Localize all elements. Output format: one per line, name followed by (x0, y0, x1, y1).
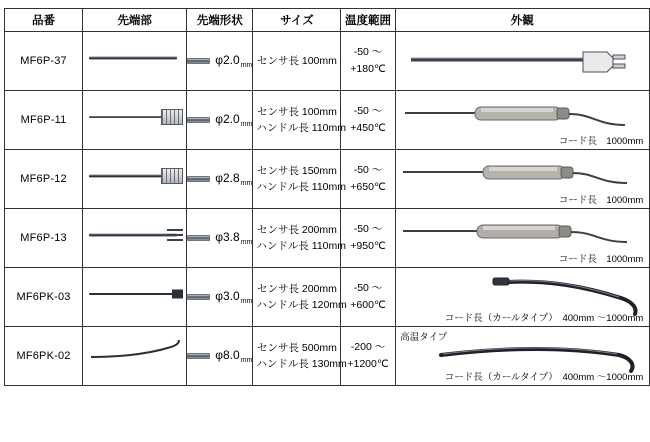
appearance-cell (395, 268, 649, 327)
model-number: MF6P-13 (5, 209, 83, 268)
temperature-cell (341, 209, 395, 268)
temperature-cell (341, 150, 395, 209)
handle-probe-drawing-icon (397, 91, 647, 149)
diameter-value: φ3.0 (215, 288, 240, 303)
size-line: ハンドル長 120mm (256, 299, 347, 311)
column-header-tip: 先端部 (83, 9, 187, 32)
size-cell (253, 327, 347, 386)
temp-min: -50 ～ (353, 282, 383, 295)
diameter-value: φ2.8 (215, 170, 240, 185)
handle-probe-drawing-icon (397, 209, 647, 267)
size-line: ハンドル長 130mm (256, 358, 347, 370)
rod-shape-icon (187, 58, 210, 64)
curl-cord-probe-drawing-icon (397, 268, 647, 326)
diameter-unit: mm (240, 357, 253, 365)
temp-min: -50 ～ (353, 164, 383, 177)
column-header-temperature-range: 温度範囲 (341, 9, 395, 32)
rod-shape-icon (187, 117, 210, 123)
diameter-value: φ8.0 (215, 347, 240, 362)
temp-max: +1200℃ (347, 358, 389, 370)
cord-length-note: コード長（カールタイプ） 400mm ～1000mm (444, 372, 644, 383)
appearance-cell (395, 327, 649, 386)
size-line: ハンドル長 110mm (256, 181, 347, 193)
temperature-cell (341, 327, 395, 386)
temp-max: +600℃ (350, 299, 386, 311)
size-line: センサ長 500mm (256, 341, 337, 354)
appearance-cell (395, 32, 649, 91)
rod-shape-icon (187, 294, 210, 300)
cord-length-note: コード長 1000mm (558, 136, 644, 147)
size-line: ハンドル長 110mm (256, 240, 347, 252)
temp-max: +450℃ (350, 122, 386, 134)
temperature-cell (341, 268, 395, 327)
temp-min: -50 ～ (353, 223, 383, 236)
diameter-unit: mm (240, 298, 253, 306)
tip-shape-cell (187, 209, 253, 268)
size-line: センサ長 100mm (256, 54, 337, 67)
temp-max: +950℃ (350, 240, 386, 252)
diameter-value: φ3.8 (215, 229, 240, 244)
tip-shape-cell (187, 327, 253, 386)
model-number: MF6PK-03 (5, 268, 83, 327)
temp-min: -50 ～ (353, 46, 383, 59)
temp-max: +650℃ (350, 181, 386, 193)
column-header-appearance: 外観 (395, 9, 649, 32)
model-number: MF6P-37 (5, 32, 83, 91)
model-number: MF6PK-02 (5, 327, 83, 386)
size-line: センサ長 100mm (256, 105, 337, 118)
handle-probe-drawing-icon (397, 150, 647, 208)
curved-thin-probe-icon (85, 327, 185, 379)
diameter-unit: mm (240, 180, 253, 188)
cord-length-note: コード長 1000mm (558, 195, 644, 206)
grid-head-probe-icon (85, 91, 185, 143)
grid-head-probe-icon (85, 150, 185, 202)
table-row (5, 209, 650, 268)
size-cell (253, 209, 347, 268)
tip-shape-cell (187, 150, 253, 209)
temp-min: -200 ～ (350, 341, 386, 354)
column-header-model: 品番 (5, 9, 83, 32)
table-row (5, 327, 650, 386)
tip-drawing-cell (83, 327, 187, 386)
model-number: MF6P-11 (5, 91, 83, 150)
appearance-cell (395, 150, 649, 209)
rod-shape-icon (187, 176, 210, 182)
curl-cord-probe-drawing-icon (397, 327, 647, 385)
size-line: センサ長 150mm (256, 164, 337, 177)
small-block-probe-icon (85, 268, 185, 320)
tip-drawing-cell (83, 268, 187, 327)
tip-drawing-cell (83, 91, 187, 150)
diameter-value: φ2.0 (215, 111, 240, 126)
size-line: センサ長 200mm (256, 282, 337, 295)
column-header-size: サイズ (253, 9, 341, 32)
table-row (5, 32, 650, 91)
temp-min: -50 ～ (353, 105, 383, 118)
size-cell (253, 150, 347, 209)
diameter-unit: mm (240, 239, 253, 247)
cord-length-note: コード長 1000mm (558, 254, 644, 265)
model-number: MF6P-12 (5, 150, 83, 209)
cord-length-note: コード長（カールタイプ） 400mm ～1000mm (444, 313, 644, 324)
temp-max: +180℃ (350, 63, 386, 75)
diameter-value: φ2.0 (215, 52, 240, 67)
tip-shape-cell (187, 91, 253, 150)
table-header-row (5, 9, 650, 32)
diameter-unit: mm (240, 62, 253, 70)
plug-probe-drawing-icon (397, 32, 647, 90)
spec-sheet (0, 8, 650, 442)
straight-rod-probe-icon (85, 32, 185, 84)
specification-table (4, 8, 650, 386)
tip-shape-cell (187, 32, 253, 91)
tip-shape-cell (187, 268, 253, 327)
rod-shape-icon (187, 235, 210, 241)
appearance-cell (395, 209, 649, 268)
column-header-tip-shape: 先端形状 (187, 9, 253, 32)
table-row (5, 268, 650, 327)
size-cell (253, 91, 347, 150)
temperature-cell (341, 32, 395, 91)
size-line: ハンドル長 110mm (256, 122, 347, 134)
appearance-cell (395, 91, 649, 150)
high-temperature-type-note: 高温タイプ (400, 332, 448, 343)
table-row (5, 150, 650, 209)
fork-head-probe-icon (85, 209, 185, 261)
size-cell (253, 268, 347, 327)
tip-drawing-cell (83, 150, 187, 209)
tip-drawing-cell (83, 209, 187, 268)
size-cell (253, 32, 341, 91)
table-row (5, 91, 650, 150)
tip-drawing-cell (83, 32, 187, 91)
size-line: センサ長 200mm (256, 223, 337, 236)
temperature-cell (341, 91, 395, 150)
diameter-unit: mm (240, 121, 253, 129)
rod-shape-icon (187, 353, 210, 359)
